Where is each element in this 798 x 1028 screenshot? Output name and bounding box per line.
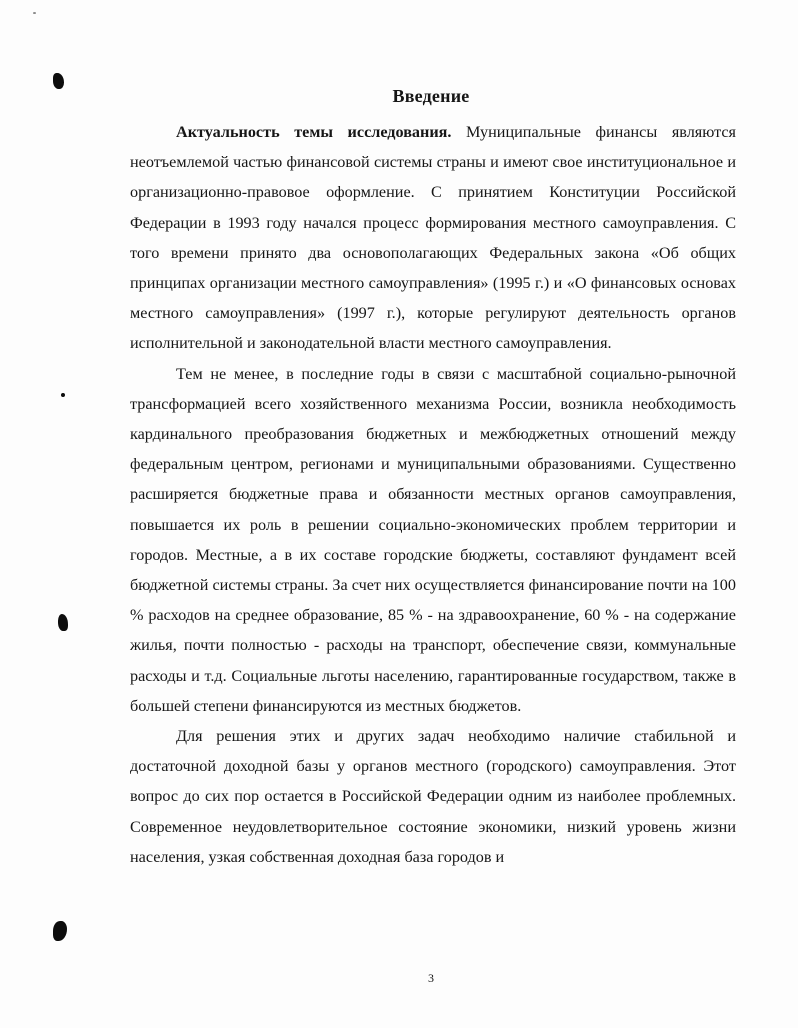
- paragraph-relevance: [130, 117, 736, 359]
- paragraph-text: Муниципальные финансы являются неотъемлемой частью финансовой системы страны и имеют свое институциональное и организационно-правовое оформление. С принятием Конституции Российской Федерации в 1993 году начался процесс формирования местного самоуправления. С того времени принято два основополагающих Федеральных закона «Об общих принципах организации местного самоуправления» (1995 г.) и «О финансовых основах местного самоуправления» (1997 г.), которые регулируют деятельность органов исполнительной и законодательной власти местного самоуправления.: [130, 123, 736, 353]
- scan-speck: [33, 12, 36, 14]
- paragraph-lead: Актуальность темы исследования.: [176, 123, 452, 141]
- document-body: [130, 117, 736, 872]
- scan-dot-mark: [61, 393, 65, 397]
- scan-blot-mark: [58, 614, 68, 631]
- scan-blot-mark: [53, 921, 67, 941]
- paragraph-revenue-base: Для решения этих и других задач необходимо наличие стабильной и достаточной доходной базы у органов местного (городского) самоуправления. Этот вопрос до сих пор остается в Российской Федерации одним из наиболее проблемных. Современное неудовлетворительное состояние экономики, низкий уровень жизни населения, узкая собственная доходная база городов и: [130, 727, 736, 866]
- paragraph-transformation: Тем не менее, в последние годы в связи с масштабной социально-рыночной трансформацией всего хозяйственного механизма России, возникла необходимость кардинального преобразования бюджетных и межбюджетных отношений между федеральным центром, регионами и муниципальными образованиями. Существенно расширяется бюджетные права и обязанности местных органов самоуправления, повышается их роль в решении социально-экономических проблем территории и городов. Местные, а в их составе городские бюджеты, составляют фундамент всей бюджетной системы страны. За счет них осуществляется финансирование почти на 100 % расходов на среднее образование, 85 % - на здравоохранение, 60 % - на содержание жилья, почти полностью - расходы на транспорт, обеспечение связи, коммунальные расходы и т.д. Социальные льготы населению, гарантированные государством, также в большей степени финансируются из местных бюджетов.: [130, 364, 736, 715]
- page-title: Введение: [392, 86, 470, 106]
- page-number: 3: [428, 971, 434, 985]
